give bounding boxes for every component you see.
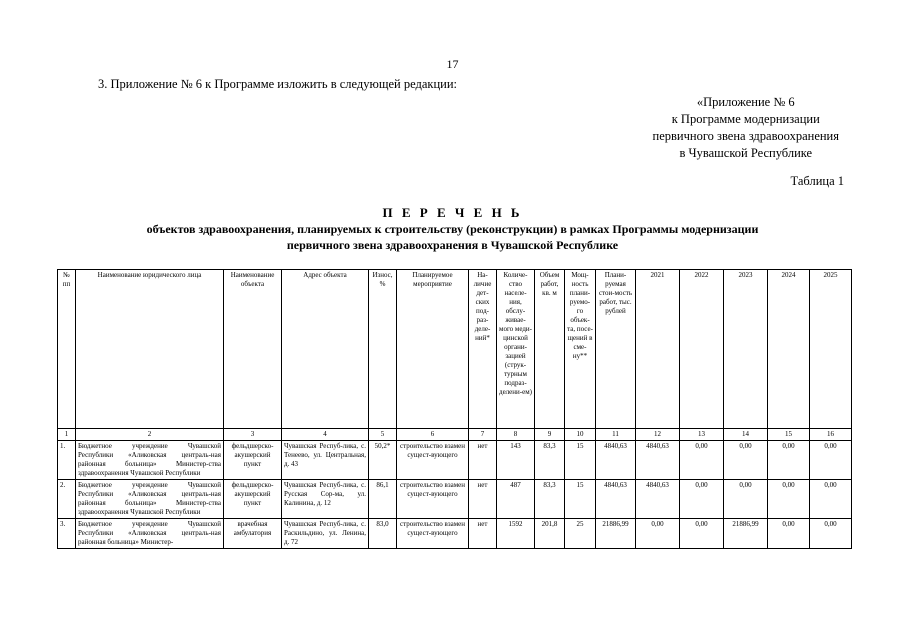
column-number: 8: [497, 429, 535, 441]
cell-volume: 83,3: [535, 480, 565, 519]
cell-2022: 0,00: [680, 441, 724, 480]
cell-activity: строительство взамен сущест-вующего: [397, 519, 469, 549]
cell-population: 1592: [497, 519, 535, 549]
cell-2022: 0,00: [680, 519, 724, 549]
cell-2021: 4840,63: [636, 480, 680, 519]
column-header: 2021: [636, 270, 680, 429]
cell-object: фельдшерско-акушерский пункт: [224, 441, 282, 480]
column-number: 12: [636, 429, 680, 441]
cell-wear: 86,1: [369, 480, 397, 519]
column-header: 2022: [680, 270, 724, 429]
column-number: 13: [680, 429, 724, 441]
column-number: 1: [58, 429, 76, 441]
cell-2024: 0,00: [768, 480, 810, 519]
cell-address: Чувашская Респуб-лика, с. Раскильдино, ул. Ленина, д. 72: [282, 519, 369, 549]
cell-activity: строительство взамен сущест-вующего: [397, 441, 469, 480]
page-number: 17: [446, 57, 459, 71]
title-main: П Е Р Е Ч Е Н Ь: [382, 205, 523, 220]
cell-volume: 201,8: [535, 519, 565, 549]
appendix-heading: [653, 94, 839, 162]
column-number: 16: [810, 429, 852, 441]
cell-capacity: 25: [565, 519, 596, 549]
column-number: 3: [224, 429, 282, 441]
cell-activity: строительство взамен сущест-вующего: [397, 480, 469, 519]
cell-wear: 83,0: [369, 519, 397, 549]
cell-2025: 0,00: [810, 441, 852, 480]
column-header: 2024: [768, 270, 810, 429]
column-number: 14: [724, 429, 768, 441]
table-row: [58, 519, 852, 549]
column-number: 7: [469, 429, 497, 441]
intro-text: 3. Приложение № 6 к Программе изложить в следующей редакции:: [98, 77, 457, 91]
header-row: [58, 270, 852, 429]
appendix-line: к Программе модернизации: [671, 112, 820, 126]
cell-2021: 4840,63: [636, 441, 680, 480]
cell-address: Чувашская Респуб-лика, с. Русская Сор-мa, ул. Калинина, д. 12: [282, 480, 369, 519]
cell-2022: 0,00: [680, 480, 724, 519]
column-header: Наименование объекта: [224, 270, 282, 429]
cell-2023: 0,00: [724, 480, 768, 519]
column-header: Износ, %: [369, 270, 397, 429]
cell-wear: 50,2*: [369, 441, 397, 480]
column-header: 2025: [810, 270, 852, 429]
objects-table: [57, 269, 852, 549]
column-header: Количе-ство населе-ния, обслу-живае-мого меди-цинской органи-зацией (струк-турным подраз-делени-ем): [497, 270, 535, 429]
column-header: Наименование юридического лица: [76, 270, 224, 429]
cell-population: 487: [497, 480, 535, 519]
cell-org: Бюджетное учреждение Чувашской Республики «Аликовская централь-ная районная больница» Министер-: [76, 519, 224, 549]
cell-2025: 0,00: [810, 519, 852, 549]
cell-capacity: 15: [565, 480, 596, 519]
cell-object: врачебная амбулатория: [224, 519, 282, 549]
title-line-2: первичного звена здравоохранения в Чувашской Республике: [286, 238, 619, 252]
cell-2023: 0,00: [724, 441, 768, 480]
cell-cost: 4840,63: [596, 480, 636, 519]
table-label: Таблица 1: [790, 174, 844, 188]
cell-num: 3.: [58, 519, 76, 549]
cell-cost: 21886,99: [596, 519, 636, 549]
cell-2024: 0,00: [768, 441, 810, 480]
cell-2024: 0,00: [768, 519, 810, 549]
column-header: На-личие дет-ских под-раз-деле-ний*: [469, 270, 497, 429]
cell-2025: 0,00: [810, 480, 852, 519]
appendix-line: первичного звена здравоохранения: [652, 129, 839, 143]
column-header: № пп: [58, 270, 76, 429]
column-header: Планируемое мероприятие: [397, 270, 469, 429]
title-line-1: объектов здравоохранения, планируемых к строительству (реконструкции) в рамках Программы модернизации: [146, 222, 759, 236]
cell-object: фельдшерско-акушерский пункт: [224, 480, 282, 519]
column-header: Плани-руемая стои-мость работ, тыс. рублей: [596, 270, 636, 429]
cell-volume: 83,3: [535, 441, 565, 480]
column-header: Адрес объекта: [282, 270, 369, 429]
column-number: 9: [535, 429, 565, 441]
column-number: 6: [397, 429, 469, 441]
cell-2021: 0,00: [636, 519, 680, 549]
cell-org: Бюджетное учреждение Чувашской Республики «Аликовская централь-ная районная больница» Министер-ства здравоохранения Чувашской Республики: [76, 441, 224, 480]
cell-org: Бюджетное учреждение Чувашской Республики «Аликовская централь-ная районная больница» Министер-ства здравоохранения Чувашской Республики: [76, 480, 224, 519]
column-header: Мощ-ность плани-руемо-го объек-та, посе-щений в сме-ну**: [565, 270, 596, 429]
table-row: [58, 480, 852, 519]
cell-population: 143: [497, 441, 535, 480]
cell-2023: 21886,99: [724, 519, 768, 549]
column-number: 5: [369, 429, 397, 441]
cell-cost: 4840,63: [596, 441, 636, 480]
cell-capacity: 15: [565, 441, 596, 480]
document-title: [0, 205, 905, 253]
column-header: Объем работ, кв. м: [535, 270, 565, 429]
cell-children: нет: [469, 519, 497, 549]
column-number: 10: [565, 429, 596, 441]
column-number: 4: [282, 429, 369, 441]
cell-children: нет: [469, 480, 497, 519]
column-header: 2023: [724, 270, 768, 429]
cell-address: Чувашская Респуб-лика, с. Тенеево, ул. Центральная, д. 43: [282, 441, 369, 480]
column-number-row: [58, 429, 852, 441]
table-row: [58, 441, 852, 480]
cell-num: 1.: [58, 441, 76, 480]
appendix-line: в Чувашской Республике: [679, 146, 813, 160]
column-number: 2: [76, 429, 224, 441]
column-number: 15: [768, 429, 810, 441]
column-number: 11: [596, 429, 636, 441]
appendix-line: «Приложение № 6: [696, 95, 795, 109]
cell-num: 2.: [58, 480, 76, 519]
cell-children: нет: [469, 441, 497, 480]
